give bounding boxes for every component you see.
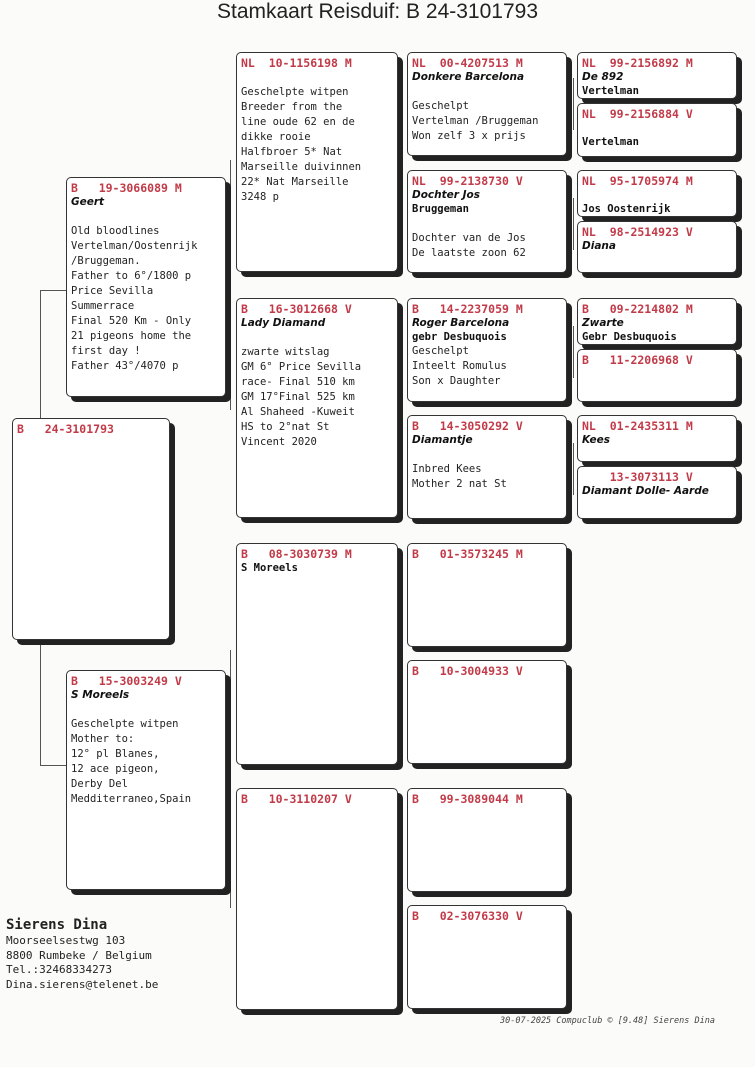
ring-number: B 99-3089044 M bbox=[412, 792, 523, 806]
pigeon-owner: Vertelman bbox=[582, 85, 639, 97]
pigeon-name bbox=[582, 188, 732, 202]
pigeon-owner: gebr Desbuquois bbox=[412, 331, 507, 343]
pigeon-card-ffff[interactable] bbox=[577, 52, 737, 99]
connector-line bbox=[402, 840, 403, 955]
owner-name: Sierens Dina bbox=[6, 917, 108, 933]
owner-address: Moorseelsestwg 103 bbox=[6, 934, 126, 947]
ring-number: B 19-3066089 M bbox=[71, 181, 182, 195]
ring-number: NL 99-2138730 V bbox=[412, 174, 523, 188]
pigeon-name: Donkere Barcelona bbox=[412, 71, 525, 83]
pigeon-name bbox=[582, 121, 732, 135]
pigeon-owner: Vertelman bbox=[582, 136, 639, 148]
pigeon-name: S Moreels bbox=[71, 689, 130, 701]
ring-number: B 24-3101793 bbox=[17, 422, 114, 436]
pigeon-card-fmm[interactable] bbox=[407, 415, 567, 519]
pigeon-card-ffm[interactable] bbox=[407, 170, 567, 273]
pigeon-card-fmmm[interactable] bbox=[577, 466, 737, 519]
ring-number: 13-3073113 V bbox=[582, 470, 693, 484]
pigeon-name: Zwarte bbox=[582, 317, 624, 329]
pigeon-name: Lady Diamand bbox=[241, 317, 326, 329]
pigeon-card-mm[interactable] bbox=[236, 788, 398, 1010]
pigeon-card-ffmf[interactable] bbox=[577, 170, 737, 217]
owner-email: Dina.sierens@telenet.be bbox=[6, 977, 159, 991]
connector-line bbox=[402, 100, 403, 220]
pigeon-owner: Bruggeman bbox=[412, 203, 469, 215]
pigeon-name: Diamant Dolle- Aarde bbox=[582, 485, 709, 497]
ring-number: B 08-3030739 M bbox=[241, 547, 352, 561]
pigeon-owner: Jos Oostenrijk bbox=[582, 203, 671, 215]
pigeon-notes: Geschelpte witpen Breeder from the line oude 62 en de dikke rooie Halfbroer 5* Nat Marseille duivinnen 22* Nat Marseille 3248 p bbox=[241, 86, 362, 203]
pigeon-card-fm[interactable] bbox=[236, 298, 398, 518]
pigeon-name: Diamantje bbox=[412, 434, 473, 446]
ring-number: NL 99-2156892 M bbox=[582, 56, 693, 70]
pigeon-card-mmm[interactable] bbox=[407, 905, 567, 1009]
ring-number: NL 95-1705974 M bbox=[582, 174, 693, 188]
pigeon-name: De 892 bbox=[582, 71, 624, 83]
ring-number: NL 98-2514923 V bbox=[582, 225, 693, 239]
pigeon-name: Geert bbox=[71, 196, 105, 208]
pigeon-card-fff[interactable] bbox=[407, 52, 567, 156]
connector-line bbox=[40, 640, 41, 765]
pigeon-card-mmf[interactable] bbox=[407, 788, 567, 892]
connector-line bbox=[230, 650, 231, 908]
pigeon-card-fmff[interactable] bbox=[577, 298, 737, 345]
pigeon-card-mf[interactable] bbox=[236, 543, 398, 765]
pigeon-card-ffmm[interactable] bbox=[577, 221, 737, 273]
ring-number: B 10-3004933 V bbox=[412, 664, 523, 678]
pigeon-name: Roger Barcelona bbox=[412, 317, 510, 329]
connector-line bbox=[573, 443, 574, 495]
pigeon-name: Kees bbox=[582, 434, 611, 446]
footer-text: 30-07-2025 Compuclub © [9.48] Sierens Dina bbox=[500, 1016, 715, 1026]
pigeon-card-fmfm[interactable] bbox=[577, 349, 737, 402]
pigeon-notes: Dochter van de Jos De laatste zoon 62 bbox=[412, 232, 526, 259]
owner-info bbox=[6, 916, 158, 992]
connector-line bbox=[230, 160, 231, 410]
pigeon-card-mfm[interactable] bbox=[407, 660, 567, 764]
page-title: Stamkaart Reisduif: B 24-3101793 bbox=[216, 0, 539, 23]
ring-number: B 16-3012668 V bbox=[241, 302, 352, 316]
ring-number: B 14-2237059 M bbox=[412, 302, 523, 316]
ring-number: B 01-3573245 M bbox=[412, 547, 523, 561]
pigeon-owner: S Moreels bbox=[241, 562, 298, 574]
connector-line bbox=[573, 198, 574, 250]
connector-line bbox=[40, 290, 68, 291]
connector-line bbox=[402, 350, 403, 468]
ring-number: B 14-3050292 V bbox=[412, 419, 523, 433]
ring-number: B 11-2206968 V bbox=[582, 353, 693, 367]
ring-number: B 15-3003249 V bbox=[71, 674, 182, 688]
pigeon-card-fmf[interactable] bbox=[407, 298, 567, 402]
pigeon-notes: Inbred Kees Mother 2 nat St bbox=[412, 463, 507, 490]
owner-city: 8800 Rumbeke / Belgium bbox=[6, 948, 152, 962]
ring-number: B 09-2214802 M bbox=[582, 302, 693, 316]
pigeon-card-ff[interactable] bbox=[236, 52, 398, 272]
ring-number: B 02-3076330 V bbox=[412, 909, 523, 923]
connector-line bbox=[573, 78, 574, 130]
pigeon-name: Diana bbox=[582, 240, 616, 252]
connector-line bbox=[40, 290, 41, 420]
pigeon-card-father[interactable] bbox=[66, 177, 226, 397]
pigeon-notes: Old bloodlines Vertelman/Oostenrijk /Bruggeman. Father to 6°/1800 p Price Sevilla Summerrace Final 520 Km - Only 21 pigeons home the first day ! Father 43°/4070 p bbox=[71, 225, 198, 372]
pigeon-card-mff[interactable] bbox=[407, 543, 567, 647]
connector-line bbox=[40, 765, 68, 766]
pigeon-name: Dochter Jos bbox=[412, 189, 480, 201]
pigeon-notes: Geschelpt Vertelman /Bruggeman Won zelf 3 x prijs bbox=[412, 100, 539, 142]
pigeon-card-subject[interactable] bbox=[12, 418, 170, 640]
pigeon-card-mother[interactable] bbox=[66, 670, 226, 890]
ring-number: NL 01-2435311 M bbox=[582, 419, 693, 433]
owner-phone: Tel.:32468334273 bbox=[6, 963, 112, 976]
pigeon-notes: Geschelpte witpen Mother to: 12° pl Blanes, 12 ace pigeon, Derby Del Medditerraneo,Spain bbox=[71, 718, 192, 805]
ring-number: NL 10-1156198 M bbox=[241, 56, 352, 70]
pigeon-notes: zwarte witslag GM 6° Price Sevilla race- Final 510 km GM 17°Final 525 km Al Shaheed -Kuweit HS to 2°nat St Vincent 2020 bbox=[241, 346, 362, 448]
pigeon-card-fffm[interactable] bbox=[577, 103, 737, 157]
ring-number: NL 00-4207513 M bbox=[412, 56, 523, 70]
pigeon-card-fmmf[interactable] bbox=[577, 415, 737, 462]
ring-number: B 10-3110207 V bbox=[241, 792, 352, 806]
connector-line bbox=[402, 598, 403, 708]
connector-line bbox=[573, 326, 574, 378]
pigeon-notes: Geschelpt Inteelt Romulus Son x Daughter bbox=[412, 345, 507, 387]
pigeon-owner: Gebr Desbuquois bbox=[582, 331, 677, 343]
ring-number: NL 99-2156884 V bbox=[582, 107, 693, 121]
